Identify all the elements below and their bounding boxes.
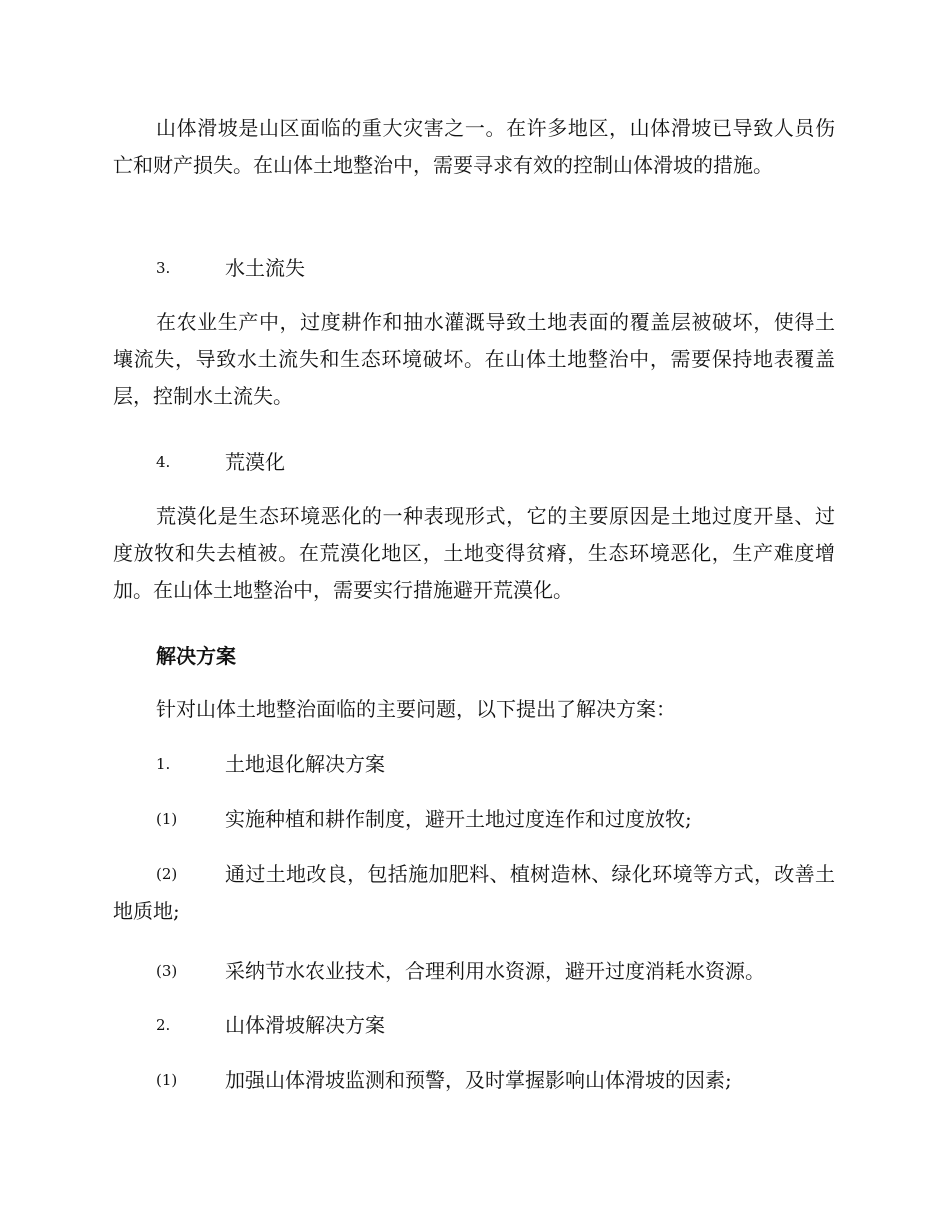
section-4-title: 荒漠化 <box>225 450 285 474</box>
section-4-number: 4. <box>156 453 171 471</box>
item-text: 加强山体滑坡监测和预警，及时掌握影响山体滑坡的因素; <box>225 1068 732 1092</box>
landslide-paragraph: 山体滑坡是山区面临的重大灾害之一。在许多地区，山体滑坡已导致人员伤亡和财产损失。在山体土地整治中，需要寻求有效的控制山体滑坡的措施。 <box>113 116 835 177</box>
item-text: 通过土地改良，包括施加肥料、植树造林、绿化环境等方式，改善土地质地; <box>113 862 835 923</box>
solution-1-title: 土地退化解决方案 <box>225 752 385 776</box>
item-text: 实施种植和耕作制度，避开土地过度连作和过度放牧; <box>225 807 692 831</box>
item-marker: (1) <box>156 810 178 828</box>
solution-1-item-2 <box>113 856 835 930</box>
solution-2-heading <box>113 1007 835 1044</box>
erosion-paragraph: 在农业生产中，过度耕作和抽水灌溉导致土地表面的覆盖层被破坏，使得土壤流失，导致水土流失和生态环境破坏。在山体土地整治中，需要保持地表覆盖层，控制水土流失。 <box>113 310 835 408</box>
item-marker: (3) <box>156 962 178 980</box>
solution-1-item-1 <box>113 801 835 838</box>
solutions-heading: 解决方案 <box>156 644 236 668</box>
solution-1-heading <box>113 746 835 783</box>
item-marker: (2) <box>156 865 178 883</box>
desertification-paragraph: 荒漠化是生态环境恶化的一种表现形式，它的主要原因是土地过度开垦、过度放牧和失去植被。在荒漠化地区，土地变得贫瘠，生态环境恶化，生产难度增加。在山体土地整治中，需要实行措施避开荒漠化。 <box>113 504 835 602</box>
solution-2-item-1 <box>113 1062 835 1099</box>
item-marker: (1) <box>156 1071 178 1089</box>
solution-1-item-3 <box>113 953 835 990</box>
section-3-heading <box>113 250 835 287</box>
solution-2-title: 山体滑坡解决方案 <box>225 1013 385 1037</box>
solution-1-number: 1. <box>156 755 171 773</box>
solutions-intro: 针对山体土地整治面临的主要问题，以下提出了解决方案： <box>156 697 676 721</box>
section-4-heading <box>113 444 835 481</box>
solution-2-number: 2. <box>156 1016 171 1034</box>
section-3-title: 水土流失 <box>225 256 305 280</box>
section-3-number: 3. <box>156 259 171 277</box>
item-text: 采纳节水农业技术，合理利用水资源，避开过度消耗水资源。 <box>225 959 765 983</box>
